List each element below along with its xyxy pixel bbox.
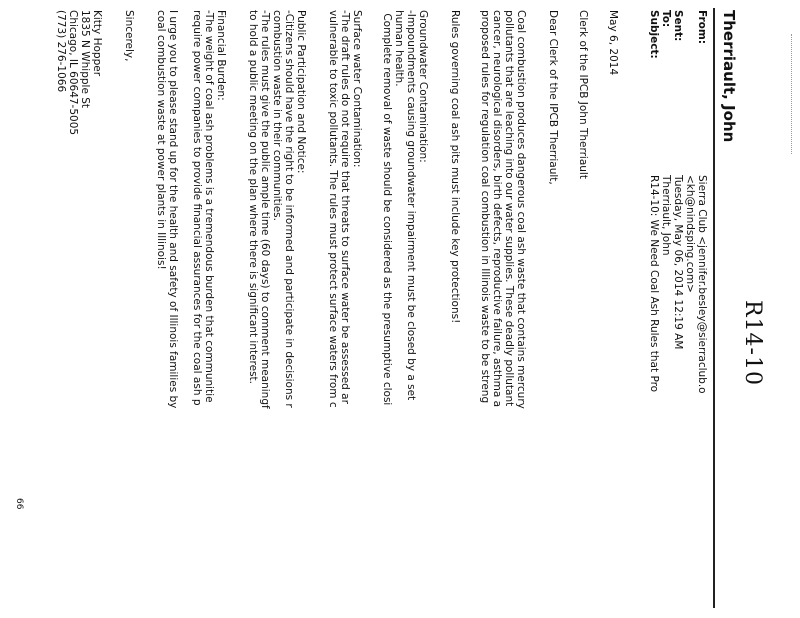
financial-heading: Financial Burden: bbox=[215, 10, 227, 101]
financial-line: require power companies to provide financial assurances for the coal ash p bbox=[191, 10, 203, 406]
signature-phone: (773) 276-1066 bbox=[55, 10, 67, 93]
groundwater-line: Complete removal of waste should be considered as the presumptive closi bbox=[381, 10, 393, 406]
closing-line: coal combustion waste at power plants in Illinois! bbox=[155, 10, 167, 270]
signature-address: 1835 N Whipple St bbox=[79, 10, 91, 109]
intro-line: cancer, neurological disorders, birth defects, reproductive failure, asthma a bbox=[491, 10, 503, 408]
to-value: Therriault, John bbox=[660, 175, 672, 256]
public-line: -The rules must give the public ample time (60 days) to comment meaningf bbox=[259, 10, 271, 409]
public-line: to hold a public meeting on the plan where there is significant interest. bbox=[247, 10, 259, 385]
letter-signoff: Sincerely, bbox=[123, 10, 135, 62]
closing-line: I urge you to please stand up for the health and safety of Illinois families by bbox=[167, 10, 179, 409]
intro-line: proposed rules for regulation coal combustion in Illinois waste to be streng bbox=[479, 10, 491, 404]
intro-line: pollutants that are leaching into our water supplies. These deadly pollutant bbox=[503, 10, 515, 407]
from-value: Sierra Club <jennifer.besley@sierraclub.o bbox=[696, 175, 708, 394]
subject-value: R14-10: We Need Coal Ash Rules that Pro bbox=[648, 175, 660, 393]
from-value-continued: <kh@nindsping.com> bbox=[684, 175, 696, 293]
subject-label: Subject: bbox=[648, 10, 660, 59]
docket-number: R14-10 bbox=[740, 300, 765, 386]
groundwater-heading: Groundwater Contamination: bbox=[417, 10, 429, 163]
groundwater-line: -Impoundments causing groundwater impairment must be closed by a set bbox=[405, 10, 417, 401]
surface-line: vulnerable to toxic pollutants. The rules must protect surface waters from c bbox=[327, 10, 339, 408]
public-line: combustion waste in their communities. bbox=[271, 10, 283, 221]
sent-label: Sent: bbox=[672, 10, 684, 42]
to-label: To: bbox=[660, 10, 672, 28]
sender-name: Therriault, John bbox=[720, 10, 738, 143]
public-heading: Public Participation and Notice: bbox=[295, 10, 307, 174]
header-divider bbox=[713, 8, 715, 608]
financial-line: -The weight of coal ash problems is a tremendous burden that communitie bbox=[203, 10, 215, 403]
surface-heading: Surface water Contamination: bbox=[351, 10, 363, 168]
public-line: -Citizens should have the right to be informed and participate in decisions r bbox=[283, 10, 295, 408]
rules-statement: Rules governing coal ash pits must include key protections! bbox=[449, 10, 461, 324]
letter-recipient: Clerk of the IPCB John Therriault bbox=[577, 10, 589, 179]
sent-value: Tuesday, May 06, 2014 12:19 AM bbox=[672, 175, 684, 350]
surface-line: -The draft rules do not require that threats to surface water be assessed ar bbox=[339, 10, 351, 404]
signature-name: Kitty Hopper bbox=[91, 10, 103, 77]
groundwater-line: human health. bbox=[393, 10, 405, 87]
intro-line: Coal combustion produces dangerous coal ash waste that contains mercury bbox=[515, 10, 527, 409]
letter-date: May 6, 2014 bbox=[607, 10, 619, 76]
scan-noise-dots bbox=[791, 34, 792, 154]
letter-salutation: Dear Clerk of the IPCB Therriault, bbox=[547, 10, 559, 185]
page-number: 66 bbox=[14, 498, 24, 510]
signature-city: Chicago, IL 60647-5005 bbox=[67, 10, 79, 136]
from-label: From: bbox=[696, 10, 708, 45]
